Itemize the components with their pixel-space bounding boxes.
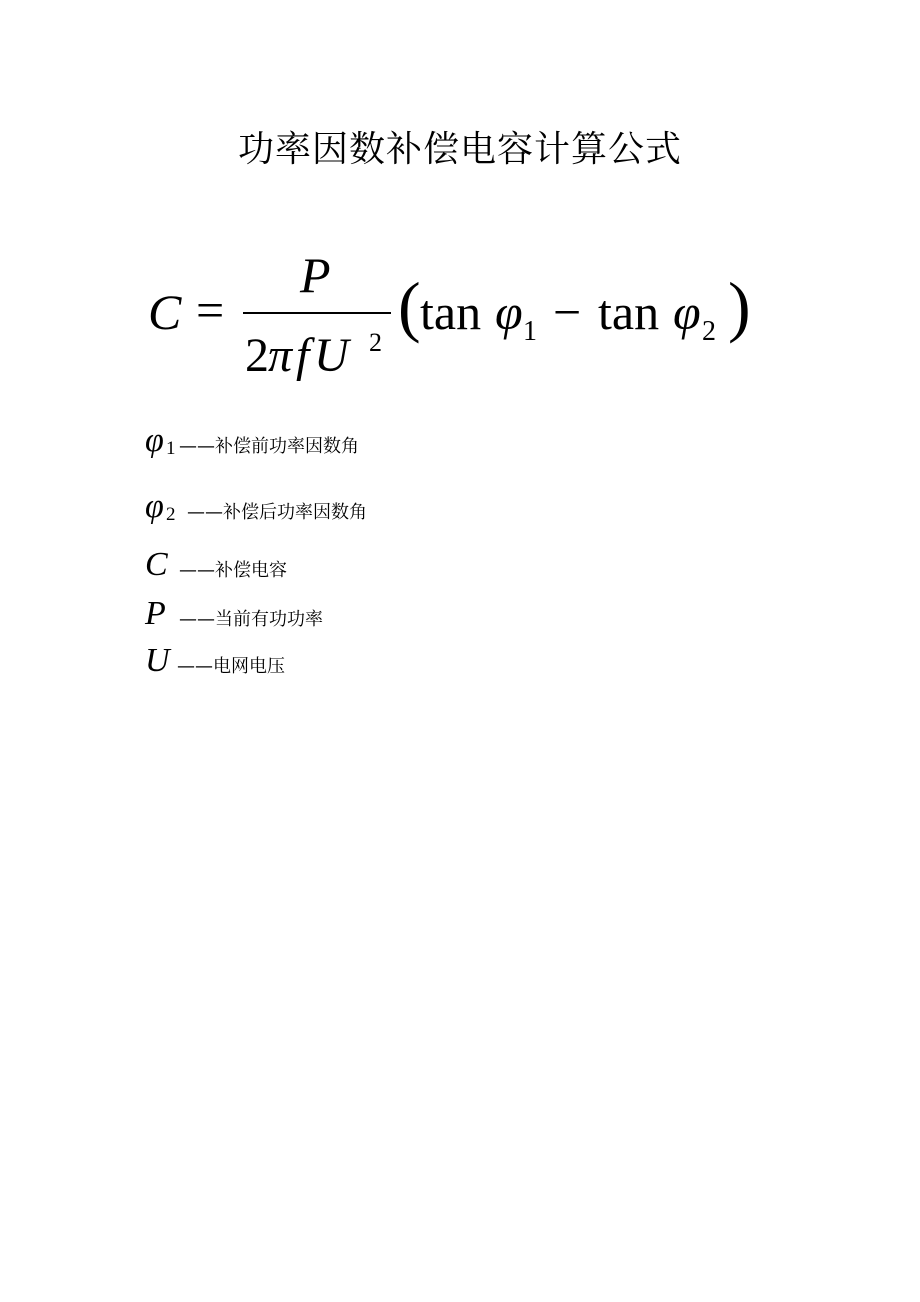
formula-equals: = bbox=[196, 282, 225, 338]
capacitance-formula bbox=[148, 247, 768, 382]
definition-description: ——补偿后功率因数角 bbox=[187, 502, 367, 523]
definition-symbol: φ bbox=[145, 422, 164, 459]
formula-sub-2: 2 bbox=[702, 316, 716, 347]
definition-subscript: 2 bbox=[166, 504, 176, 525]
formula-den-pi: π bbox=[268, 329, 293, 382]
formula-phi-1: φ bbox=[495, 284, 523, 340]
definition-description: ——电网电压 bbox=[177, 656, 285, 677]
formula-sub-1: 1 bbox=[523, 316, 537, 347]
formula-right-paren: ) bbox=[728, 268, 751, 344]
formula-den-f: f bbox=[296, 329, 310, 382]
definition-description: ——补偿电容 bbox=[179, 560, 287, 581]
definition-description: ——补偿前功率因数角 bbox=[179, 436, 359, 457]
formula-den-u: U bbox=[314, 329, 349, 382]
definition-description: ——当前有功功率 bbox=[179, 609, 323, 630]
definition-subscript: 1 bbox=[166, 438, 176, 459]
formula-den-exponent: 2 bbox=[369, 328, 382, 357]
page-title: 功率因数补偿电容计算公式 bbox=[237, 129, 682, 170]
formula-numerator-p: P bbox=[300, 247, 331, 303]
formula-tan-2: tan bbox=[598, 284, 660, 340]
definition-symbol: U bbox=[145, 642, 170, 679]
definition-symbol: C bbox=[145, 546, 168, 583]
formula-phi-2: φ bbox=[673, 284, 701, 340]
formula-lhs-c: C bbox=[148, 284, 182, 340]
definition-symbol: P bbox=[145, 595, 166, 632]
formula-left-paren: ( bbox=[398, 268, 421, 344]
fraction-bar bbox=[243, 312, 391, 314]
formula-minus: − bbox=[553, 284, 582, 340]
definition-symbol: φ bbox=[145, 488, 164, 525]
formula-den-two: 2 bbox=[245, 329, 269, 382]
formula-tan-1: tan bbox=[420, 284, 482, 340]
